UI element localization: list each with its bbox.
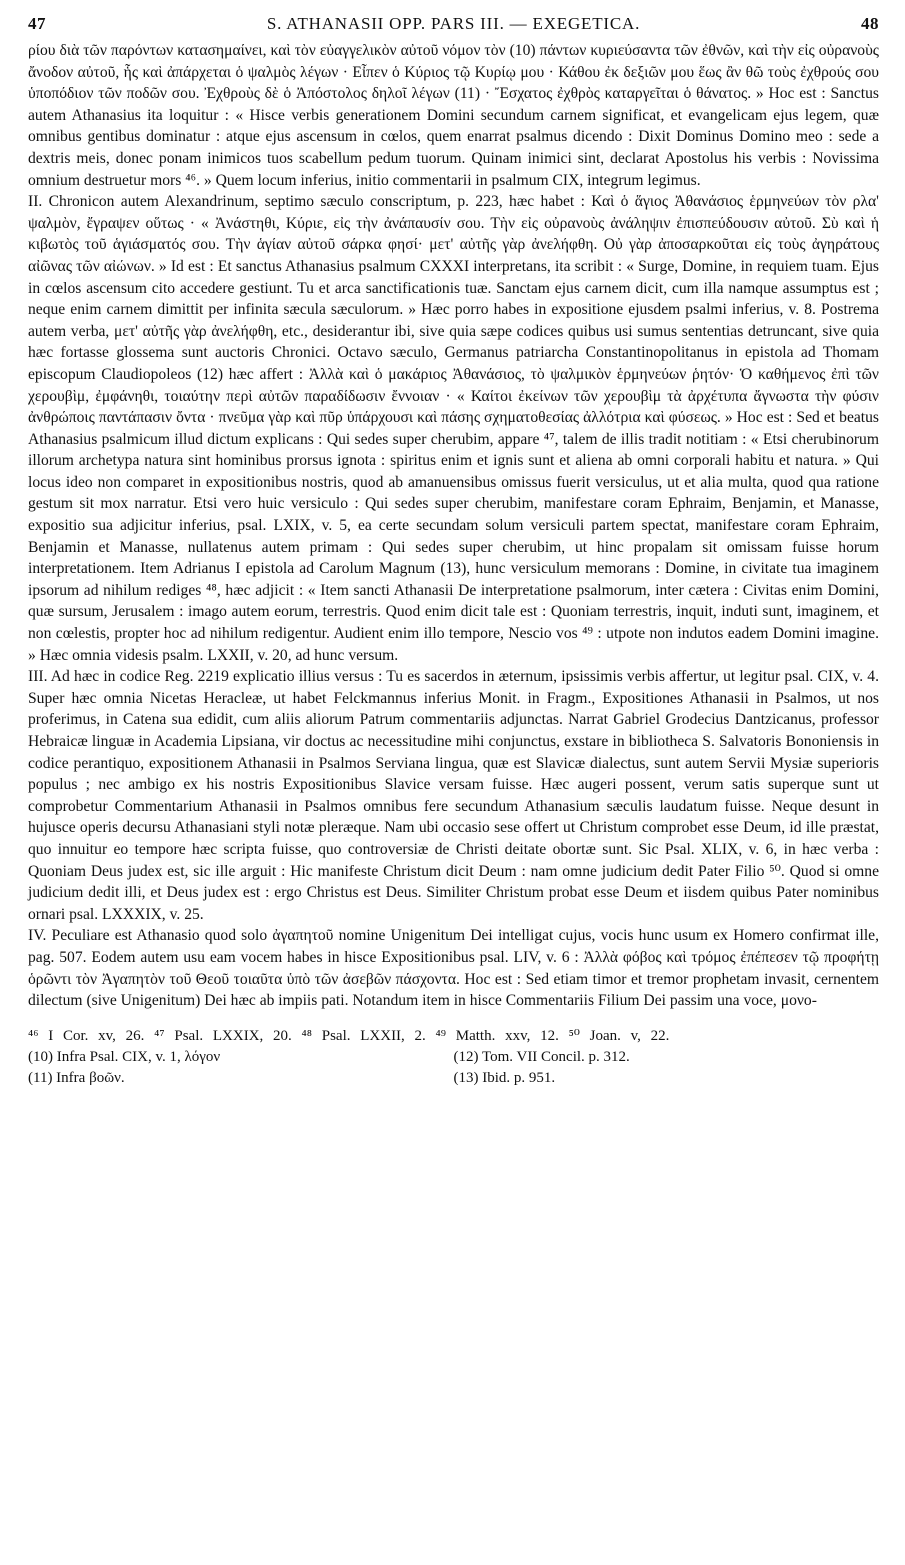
- running-title: S. ATHANASII OPP. PARS III. — EXEGETICA.: [266, 14, 641, 33]
- paragraph-continuation: ρίου διὰ τῶν παρόντων κατασημαίνει, καὶ τὸν εὐαγγελικὸν αὐτοῦ νόμον τὸν (10) πάντων κυριεύσαντα τῶν ἐθνῶν, καὶ τὴν εἰς οὐρανοὺς ἄνοδον αὐτοῦ, ἧς καὶ ἀπάρχεται ὁ ψαλμὸς λέγων · Εἶπεν ὁ Κύριος τῷ Κυρίῳ μου · Κάθου ἐκ δεξιῶν μου ἕως ἂν θῶ τοὺς ἐχθρούς σου ὑποπόδιον τῶν ποδῶν σου. Ἐχθροὺς δὲ ὁ Ἀπόστολος δηλοῖ λέγων (11) · Ἔσχατος ἐχθρὸς καταργεῖται ὁ θάνατος. » Hoc est : Sanctus autem Athanasius ita loquitur : « Hisce verbis generationem Domini secundum carnem significat, et evangelicam ejus legem, quæ omnibus gentibus dominatur : atque ejus ascensum in cœlos, quem enarrat psalmus dicendo : Dixit Dominus Domino meo : sede a dextris meis, donec ponam inimicos tuos scabellum pedum tuorum. Quinam inimici sint, declarat Apostolus his verbis : Novissima omnium destruetur mors ⁴⁶. » Quem locum inferius, initio commentarii in psalmum CIX, integrum legimus.: [28, 42, 879, 189]
- paragraph-section-iii: III. Ad hæc in codice Reg. 2219 explicatio illius versus : Tu es sacerdos in æternum, ipsissimis verbis affertur, ut legitur psal. CIX, v. 4. Super hæc omnia Nicetas Heracleæ, ut habet Felckmannus inferius Monit. in Fragm., Expositiones Athanasii in Psalmos, ut nos proferimus, in Catena sua edidit, cum aliis aliorum Patrum commentariis adjunctas. Narrat Gabriel Grodecius Dantzicanus, professor Hebraicæ linguæ in Academia Lipsiana, vir doctus ac necessitudine mihi conjunctus, exstare in bibliotheca S. Salvatoris Bononiensis in codice perantiquo, expositionem Athanasii in Psalmos Serviana lingua, quæ est Slavicæ dialectus, sunt autem Servii Mysiæ superioris populus ; nec ambigo ex his nostris Expositionibus Slavice versam fuisse. Hæc augeri possent, verum satis superque sunt ut comprobetur Commentarium Athanasii in Psalmos omnibus fere secundum Athanasium sæculis laudatum fuisse. Neque desunt in hujusce operis decursu Athanasiani styli notæ pleræque. Nam ubi occasio sese offert ut Christum comprobet esse Deum, id ille præstat, quo innuitur eo tempore hæc scripta fuisse, quo controversiæ de Christi deitate obortæ sunt. Sic Psal. XLIX, v. 6, in hæc verba : Quoniam Deus judex est, sic ille arguit : Hic manifeste Christum dicit Deum : nam omne judicium dedit Pater Filio ⁵⁰. Quod si omne judicium dedit illi, et Deus judex est : ergo Christus est Deus. Similiter Christum probat esse Deum et iisdem quibus Pater nominibus ornari psal. LXXXIX, v. 25.: [28, 668, 879, 923]
- editor-notes: [28, 1047, 879, 1089]
- note-11: (11) Infra βοῶν.: [28, 1069, 125, 1086]
- note-10: (10) Infra Psal. CIX, v. 1, λόγον: [28, 1048, 221, 1065]
- body-text: [28, 40, 879, 1012]
- paragraph-section-ii: II. Chronicon autem Alexandrinum, septimo sæculo conscriptum, p. 223, hæc habet : Καὶ ὁ ἅγιος Ἀθανάσιος ἑρμηνεύων τὸν ρλα' ψαλμὸν, ἔγραψεν οὕτως · « Ἀνάστηθι, Κύριε, εἰς τὴν ἀνάπαυσίν σου. Τὴν εἰς οὐρανοὺς ἀνάληψιν ἐπισπεύδουσιν αὐτοῦ. Σὺ καὶ ἡ κιβωτὸς τοῦ ἁγιάσματός σου. Τὴν ἁγίαν αὐτοῦ σάρκα φησί· μετ' αὐτῆς γὰρ ἀνελήφθη. Οὐ γὰρ ἀποσαρκοῦται εἰς τοὺς ἀγηράτους αἰῶνας τῶν αἰώνων. » Id est : Et sanctus Athanasius psalmum CXXXI interpretans, ita scribit : « Surge, Domine, in requiem tuam. Ejus in cœlos ascensum cito accedere gestiunt. Tu et arca sanctificationis tuæ. Sanctam ejus carnem dicit, cum illa namque assumptus est ; neque enim carnem dimittit per infinita sæcula sæculorum. » Hæc porro habes in expositione ejusdem psalmi inferius, v. 8. Postrema autem verba, μετ' αὐτῆς γὰρ ἀνελήφθη, etc., desiderantur ibi, sive quia sæpe codices quibus usi sumus sententias detruncant, sive quia hæc fortasse glossema sunt auctoris Chronici. Octavo sæculo, Germanus patriarcha Constantinopolitanus in epistola ad Thomam episcopum Claudiopoleos (12) hæc affert : Ἀλλὰ καὶ ὁ μακάριος Ἀθανάσιος, τὸ ψαλμικὸν ἑρμηνεύων ῥητόν· Ὁ καθήμενος ἐπὶ τῶν χερουβὶμ, ἐμφάνηθι, τοιαύτην περὶ αὐτῶν παραδίδωσιν ἔννοιαν · « Καίτοι ἐκείνων τῶν χερουβὶμ τὰ ἀρχέτυπα ἄγνωστα τὴν φύσιν ἀνθρώποις παντάπασιν ὄντα · πνεῦμα γὰρ καὶ πῦρ ὑπάρχουσι καὶ πάσης σχηματοθεσίας ἀλλότρια καὶ φύσεως. » Hoc est : Sed et beatus Athanasius psalmicum illud dictum explicans : Qui sedes super cherubim, appare ⁴⁷, talem de illis tradit notitiam : « Etsi cherubinorum illorum archetypa natura sint hominibus prorsus ignota : spiritus enim et ignis sunt et aliena ab omni corporali habitu et natura. » Qui locus ideo non comparet in expositionibus nostris, quod ab amanuensibus omissus fuerit versiculus, ut et alia multa, quod qua ratione gestum sit mox narratur. Etsi vero huic versiculo : Qui sedes super cherubim, manifestare coram Ephraim, Benjamin, et Manasse, expositio sua adjicitur inferius, psal. LXIX, v. 5, ea certe secundam solum versiculi partem spectat, manifestare coram Ephraim, Benjamin et Manasse, nullatenus autem primam : Qui sedes super cherubim, ut hinc propalam sit omissam fuisse horum interpretationem. Item Adrianus I epistola ad Carolum Magnum (13), hunc versiculum memorans : Domine, in civitate tua imaginem ipsorum ad nihilum rediges ⁴⁸, hæc adjicit : « Item sancti Athanasii De interpretatione psalmorum, inter cætera : Civitas enim Domini, quæ sursum, Jerusalem : imago autem eorum, terrestris. Quod enim dicit tale est : Quoniam terrestris, inquit, induti sunt, imaginem, et non cœlestis, propter hoc ad nihilum redigentur. Audient enim illo tempore, Nescio vos ⁴⁹ : utpote non indutos eadem Domini imagine. » Hæc omnia videsis psalm. LXXII, v. 20, ad hunc versum.: [28, 193, 879, 664]
- note-12: (12) Tom. VII Concil. p. 312.: [453, 1048, 630, 1065]
- footnote-references: ⁴⁶ I Cor. xv, 26. ⁴⁷ Psal. LXXIX, 20. ⁴⁸ Psal. LXXII, 2. ⁴⁹ Matth. xxv, 12. ⁵⁰ Joan. v, 22.: [28, 1027, 670, 1044]
- page-number-left: 47: [28, 14, 46, 33]
- running-header: [28, 14, 879, 40]
- page-number-right: 48: [860, 14, 879, 33]
- note-13: (13) Ibid. p. 951.: [453, 1069, 556, 1086]
- paragraph-section-iv: IV. Peculiare est Athanasio quod solo ἀγαπητοῦ nomine Unigenitum Dei intelligat cujus, vocis hunc usum ex Homero confirmat ille, pag. 507. Eodem autem usu eam vocem habes in hisce Expositionibus psal. LIV, v. 6 : Ἀλλὰ φόβος καὶ τρόμος ἐπέπεσεν τῷ προφήτῃ ὁρῶντι τὸν Ἀγαπητὸν τοῦ Θεοῦ τοιαῦτα ὑπὸ τῶν ἀσεβῶν πάσχοντα. Hoc est : Sed etiam timor et tremor prophetam invasit, cernentem dilectum (sive Unigenitum) Dei hæc ab impiis pati. Notandum item in hisce Commentariis Filium Dei passim una voce, μονο-: [28, 927, 879, 1010]
